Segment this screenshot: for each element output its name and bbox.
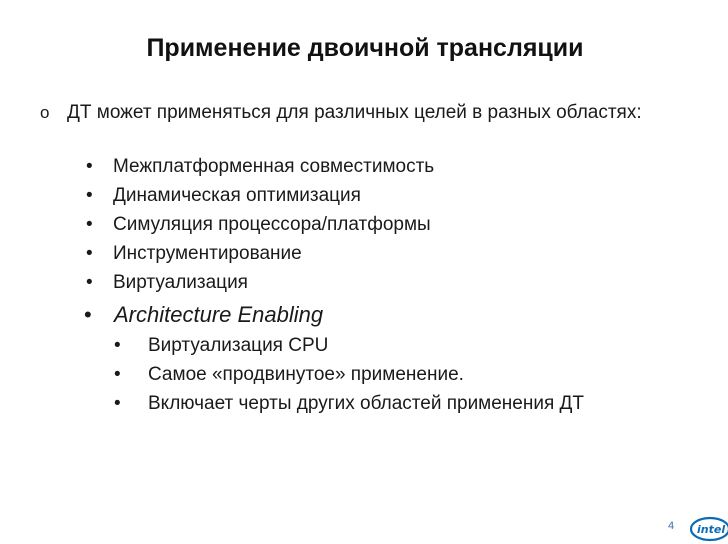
bullet-icon: • (86, 214, 93, 235)
slide-title: Применение двоичной трансляции (146, 34, 584, 62)
sub-item-label: Виртуализация CPU (148, 335, 329, 356)
intro-paragraph (40, 100, 660, 126)
bullet-icon: • (86, 185, 93, 206)
bullet-icon: • (86, 243, 93, 264)
page-number: 4 (668, 520, 675, 532)
highlight-item-label: Architecture Enabling (114, 302, 324, 327)
list-item-label: Виртуализация (113, 272, 248, 293)
bullet-icon: • (86, 272, 93, 293)
bullet-icon: • (114, 335, 121, 356)
sub-item-label: Включает черты других областей применения ДТ (148, 393, 585, 414)
list-item-label: Динамическая оптимизация (113, 185, 361, 206)
list-item-label: Симуляция процессора/платформы (113, 214, 431, 235)
logo-text: intel (697, 523, 726, 536)
intro-text: ДТ может применяться для различных целей в разных областях: (67, 102, 642, 123)
intel-logo-icon (684, 514, 728, 544)
bullet-icon: • (86, 156, 93, 177)
circle-bullet-icon: o (40, 103, 50, 122)
sub-item-label: Самое «продвинутое» применение. (148, 364, 464, 385)
bullet-icon: • (84, 302, 92, 327)
bullet-icon: • (114, 364, 121, 385)
list-item-label: Межплатформенная совместимость (113, 156, 435, 177)
list-item-label: Инструментирование (113, 243, 302, 264)
bullet-icon: • (114, 393, 121, 414)
